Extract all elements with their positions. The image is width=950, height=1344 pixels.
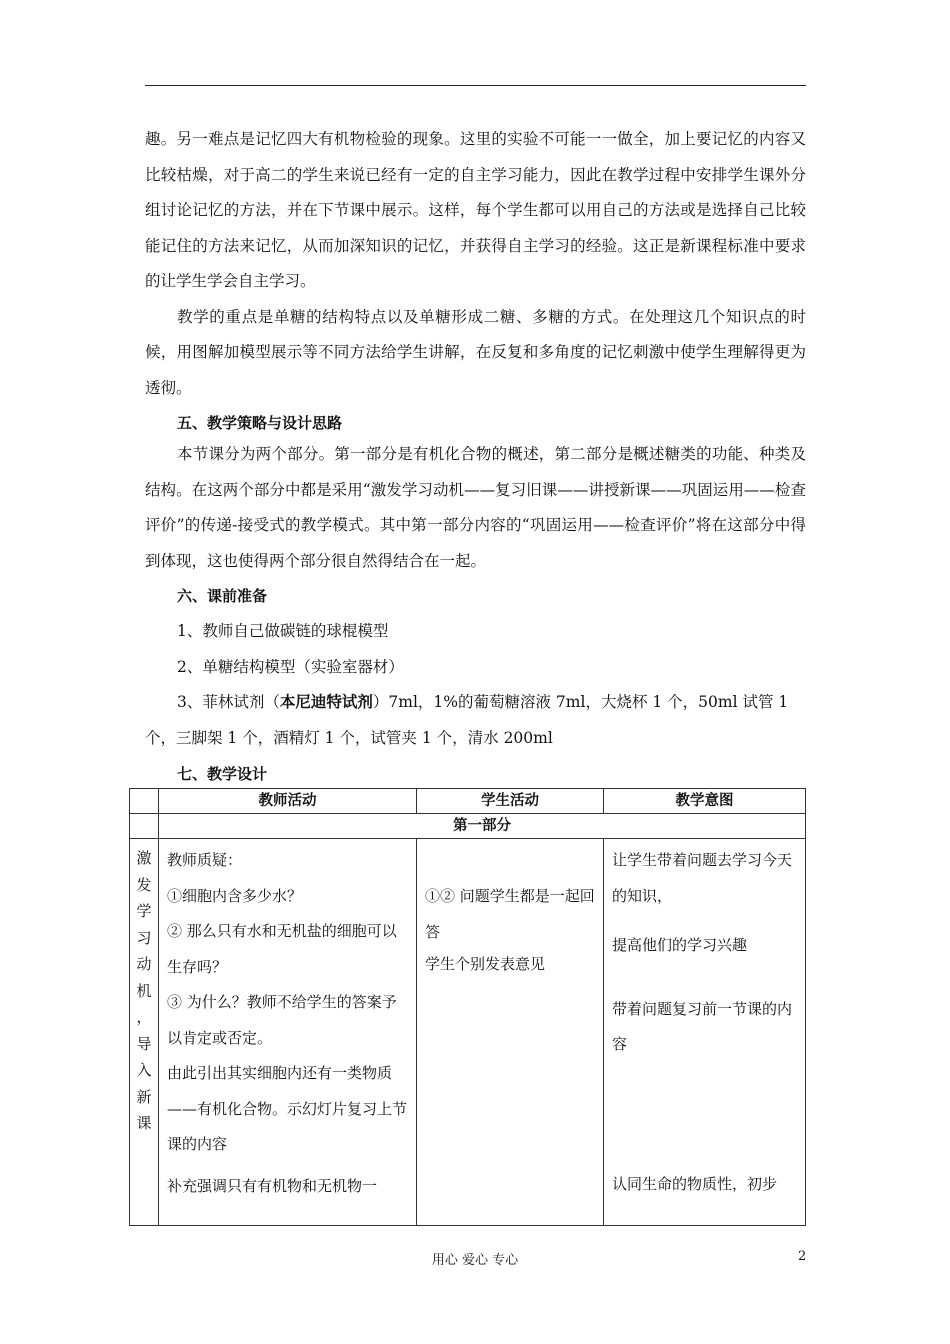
teaching-design-table — [129, 788, 806, 1226]
section-blank-cell — [130, 814, 159, 839]
heading-design: 七、教学设计 — [177, 765, 268, 783]
paragraph-difficulty: 趣。另一难点是记忆四大有机物检验的现象。这里的实验不可能一一做全，加上要记忆的内容又比较枯燥，对于高二的学生来说已经有一定的自主学习能力，因此在教学过程中安排学生课外分组讨论记忆的方法，并在下节课中展示。这样，每个学生都可以用自己的方法或是选择自己比较能记住的方法来记忆，从而加深知识的记忆，并获得自主学习的经验。这正是新课程标准中要求的让学生学会自主学习。 — [145, 130, 806, 290]
table-section-row — [130, 814, 806, 839]
student-activity-cell: ①② 问题学生都是一起回答 学生个别发表意见 — [417, 839, 604, 1226]
teacher-activity-cell: 教师质疑： ①细胞内含多少水？ ② 那么只有水和无机盐的细胞可以生存吗？ ③ 为什么？教师不给学生的答案予以肯定或否定。 由此引出其实细胞内还有一类物质——有机化合物。示幻灯片复习上节课的内容 补充强调只有有机物和无机物一 — [159, 839, 417, 1226]
prep-item-2: 2、单糖结构模型（实验室器材） — [177, 657, 404, 676]
table-header-row — [130, 789, 806, 814]
heading-strategy: 五、教学策略与设计思路 — [177, 414, 343, 432]
header-rule — [145, 85, 806, 86]
document-body — [145, 122, 806, 792]
table-corner-cell — [130, 789, 159, 814]
table-row — [130, 839, 806, 1226]
teaching-intent-cell: 让学生带着问题去学习今天的知识， 提高他们的学习兴趣 带着问题复习前一节课的内容 认同生命的物质性，初步 — [604, 839, 806, 1226]
section-title: 第一部分 — [159, 814, 806, 839]
prep-item-3: 3、菲林试剂（本尼迪特试剂）7ml，1%的葡萄糖溶液 7ml，大烧杯 1 个，50ml 试管 1 个，三脚架 1 个，酒精灯 1 个，试管夹 1 个，清水 200ml — [145, 693, 789, 747]
prep-item-1: 1、教师自己做碳链的球棍模型 — [177, 622, 389, 640]
paragraph-key-points: 教学的重点是单糖的结构特点以及单糖形成二糖、多糖的方式。在处理这几个知识点的时候，用图解加模型展示等不同方法给学生讲解，在反复和多角度的记忆刺激中使学生理解得更为透彻。 — [145, 307, 806, 397]
page-number: 2 — [798, 1249, 807, 1264]
header-student-activity: 学生活动 — [417, 789, 604, 814]
header-teacher-activity: 教师活动 — [159, 789, 417, 814]
paragraph-strategy: 本节课分为两个部分。第一部分是有机化合物的概述，第二部分是概述糖类的功能、种类及结构。在这两个部分中都是采用“激发学习动机——复习旧课——讲授新课——巩固运用——检查评价”的传递-接受式的教学模式。其中第一部分内容的“巩固运用——检查评价”将在这部分中得到体现，这也使得两个部分很自然得结合在一起。 — [145, 445, 806, 570]
footer-motto: 用心 爱心 专心 — [431, 1253, 519, 1268]
heading-preparation: 六、课前准备 — [177, 587, 268, 605]
header-teaching-intent: 教学意图 — [604, 789, 806, 814]
stage-label: 激 发 学 习 动 机 ， 导 入 新 课 — [130, 839, 159, 1226]
benedict-reagent: 本尼迪特试剂 — [279, 693, 373, 711]
